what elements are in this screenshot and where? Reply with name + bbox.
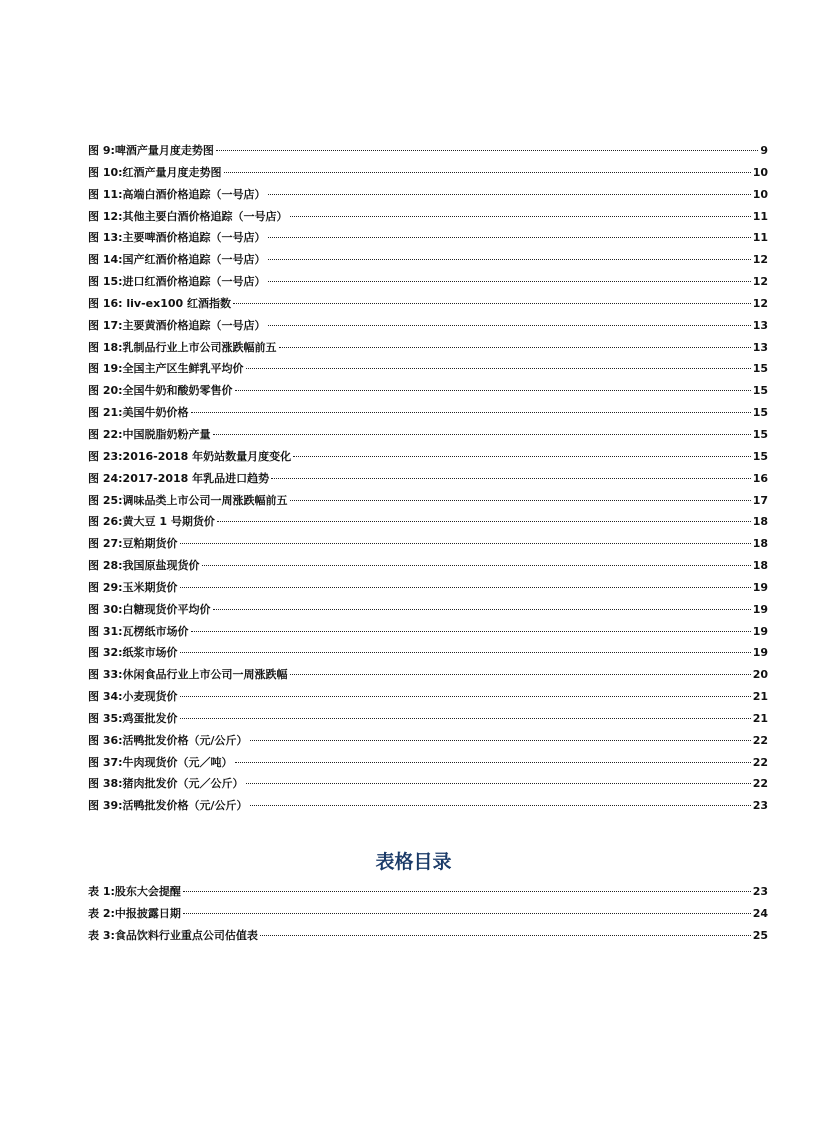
toc-entry-page: 18	[752, 537, 768, 551]
figure-toc-entry[interactable]	[88, 468, 768, 490]
dot-leader	[180, 652, 751, 653]
toc-entry-label: 图 21:美国牛奶价格	[88, 406, 189, 420]
dot-leader	[213, 434, 751, 435]
figure-toc-entry[interactable]	[88, 424, 768, 446]
toc-entry-label: 图 25:调味品类上市公司一周涨跌幅前五	[88, 493, 288, 507]
figure-toc-entry[interactable]	[88, 184, 768, 206]
toc-entry-page: 13	[752, 340, 768, 354]
tables-toc-list	[88, 881, 768, 947]
toc-entry-page: 12	[752, 253, 768, 267]
dot-leader	[180, 587, 751, 588]
toc-entry-page: 10	[752, 165, 768, 179]
toc-entry-label: 图 31:瓦楞纸市场价	[88, 624, 189, 638]
dot-leader	[279, 347, 751, 348]
toc-entry-page: 21	[752, 711, 768, 725]
toc-entry-label: 表 2:中报披露日期	[88, 906, 181, 920]
figure-toc-entry[interactable]	[88, 402, 768, 424]
toc-entry-page: 19	[752, 580, 768, 594]
toc-entry-page: 12	[752, 275, 768, 289]
toc-entry-label: 图 29:玉米期货价	[88, 580, 178, 594]
toc-entry-page: 25	[752, 928, 768, 942]
dot-leader	[217, 521, 751, 522]
toc-entry-label: 表 1:股东大会提醒	[88, 885, 181, 898]
toc-entry-label: 图 27:豆粕期货价	[88, 537, 178, 551]
toc-entry-label: 图 17:主要黄酒价格追踪（一号店）	[88, 318, 266, 332]
figure-toc-entry[interactable]	[88, 599, 768, 621]
figure-toc-entry[interactable]	[88, 206, 768, 228]
figure-toc-entry[interactable]	[88, 533, 768, 555]
dot-leader	[246, 368, 751, 369]
dot-leader	[268, 237, 751, 238]
toc-entry-label: 图 33:休闲食品行业上市公司一周涨跌幅	[88, 668, 288, 682]
toc-entry-label: 图 23:2016-2018 年奶站数量月度变化	[88, 449, 292, 463]
toc-entry-page: 11	[752, 209, 768, 223]
figure-toc-entry[interactable]	[88, 555, 768, 577]
dot-leader	[250, 805, 751, 806]
dot-leader	[271, 478, 751, 479]
toc-entry-label: 图 20:全国牛奶和酸奶零售价	[88, 384, 233, 398]
dot-leader	[268, 194, 751, 195]
figure-toc-entry[interactable]	[88, 664, 768, 686]
figure-toc-entry[interactable]	[88, 446, 768, 468]
dot-leader	[183, 913, 751, 914]
dot-leader	[202, 565, 751, 566]
toc-entry-page: 18	[752, 515, 768, 529]
dot-leader	[183, 891, 751, 892]
dot-leader	[290, 216, 751, 217]
dot-leader	[213, 609, 751, 610]
dot-leader	[191, 412, 751, 413]
toc-entry-page: 9	[760, 144, 768, 157]
toc-entry-page: 23	[752, 799, 768, 813]
toc-entry-label: 图 34:小麦现货价	[88, 690, 178, 704]
toc-entry-label: 图 39:活鸭批发价格（元/公斤）	[88, 799, 248, 813]
dot-leader	[260, 935, 751, 936]
figure-toc-entry[interactable]	[88, 380, 768, 402]
toc-entry-page: 24	[752, 906, 768, 920]
tables-toc-title: 表格目录	[375, 851, 452, 873]
figure-toc-entry[interactable]	[88, 249, 768, 271]
dot-leader	[268, 281, 751, 282]
figure-toc-entry[interactable]	[88, 708, 768, 730]
toc-entry-label: 图 36:活鸭批发价格（元/公斤）	[88, 733, 248, 747]
dot-leader	[191, 631, 751, 632]
toc-entry-page: 21	[752, 690, 768, 704]
figure-toc-entry[interactable]	[88, 621, 768, 643]
toc-entry-label: 图 32:纸浆市场价	[88, 646, 178, 660]
dot-leader	[224, 172, 751, 173]
toc-entry-label: 图 22:中国脱脂奶粉产量	[88, 427, 211, 441]
dot-leader	[290, 500, 751, 501]
toc-entry-page: 19	[752, 602, 768, 616]
toc-entry-page: 15	[752, 406, 768, 420]
toc-entry-page: 20	[752, 668, 768, 682]
toc-entry-label: 图 9:啤酒产量月度走势图	[88, 144, 214, 157]
toc-entry-page: 12	[752, 296, 768, 310]
figure-toc-entry[interactable]	[88, 752, 768, 774]
figures-toc-list	[88, 140, 768, 817]
figure-toc-entry[interactable]	[88, 358, 768, 380]
toc-entry-page: 13	[752, 318, 768, 332]
toc-entry-page: 16	[752, 471, 768, 485]
toc-entry-label: 图 24:2017-2018 年乳品进口趋势	[88, 471, 270, 485]
dot-leader	[180, 718, 751, 719]
toc-entry-label: 图 38:猪肉批发价（元／公斤）	[88, 777, 244, 791]
toc-entry-page: 18	[752, 559, 768, 573]
toc-entry-page: 17	[752, 493, 768, 507]
figure-toc-entry[interactable]	[88, 315, 768, 337]
toc-entry-label: 表 3:食品饮料行业重点公司估值表	[88, 928, 258, 942]
toc-entry-label: 图 15:进口红酒价格追踪（一号店）	[88, 275, 266, 289]
figure-toc-entry[interactable]	[88, 577, 768, 599]
toc-entry-label: 图 16: liv-ex100 红酒指数	[88, 296, 231, 310]
figure-toc-entry[interactable]	[88, 293, 768, 315]
figure-toc-entry[interactable]	[88, 227, 768, 249]
toc-entry-page: 19	[752, 624, 768, 638]
toc-entry-page: 15	[752, 449, 768, 463]
toc-entry-page: 11	[752, 231, 768, 245]
toc-entry-label: 图 13:主要啤酒价格追踪（一号店）	[88, 231, 266, 245]
toc-entry-label: 图 19:全国主产区生鲜乳平均价	[88, 362, 244, 376]
toc-entry-label: 图 18:乳制品行业上市公司涨跌幅前五	[88, 340, 277, 354]
figure-toc-entry[interactable]	[88, 337, 768, 359]
toc-entry-page: 15	[752, 384, 768, 398]
toc-entry-page: 23	[752, 885, 768, 898]
dot-leader	[268, 325, 751, 326]
figure-toc-entry[interactable]	[88, 642, 768, 664]
figure-toc-entry[interactable]	[88, 162, 768, 184]
table-toc-entry[interactable]	[88, 903, 768, 925]
dot-leader	[293, 456, 751, 457]
toc-entry-label: 图 28:我国原盐现货价	[88, 559, 200, 573]
table-toc-entry[interactable]	[88, 925, 768, 947]
toc-entry-page: 22	[752, 755, 768, 769]
toc-entry-page: 22	[752, 733, 768, 747]
toc-entry-label: 图 11:高端白酒价格追踪（一号店）	[88, 187, 266, 201]
toc-entry-page: 19	[752, 646, 768, 660]
figure-toc-entry[interactable]	[88, 795, 768, 817]
dot-leader	[216, 150, 758, 151]
figure-toc-entry[interactable]	[88, 730, 768, 752]
toc-entry-label: 图 35:鸡蛋批发价	[88, 711, 178, 725]
table-toc-entry[interactable]	[88, 881, 768, 903]
toc-entry-label: 图 26:黄大豆 1 号期货价	[88, 515, 215, 529]
figure-toc-entry[interactable]	[88, 511, 768, 533]
figure-toc-entry[interactable]	[88, 271, 768, 293]
toc-entry-page: 15	[752, 427, 768, 441]
toc-entry-label: 图 14:国产红酒价格追踪（一号店）	[88, 253, 266, 267]
figure-toc-entry[interactable]	[88, 490, 768, 512]
toc-entry-page: 10	[752, 187, 768, 201]
dot-leader	[235, 390, 751, 391]
toc-entry-page: 15	[752, 362, 768, 376]
figure-toc-entry[interactable]	[88, 140, 768, 162]
toc-entry-label: 图 10:红酒产量月度走势图	[88, 165, 222, 179]
toc-entry-label: 图 37:牛肉现货价（元／吨）	[88, 755, 233, 769]
dot-leader	[268, 259, 751, 260]
toc-entry-page: 22	[752, 777, 768, 791]
toc-entry-label: 图 12:其他主要白酒价格追踪（一号店）	[88, 209, 288, 223]
dot-leader	[233, 303, 751, 304]
dot-leader	[290, 674, 751, 675]
figure-toc-entry[interactable]	[88, 686, 768, 708]
dot-leader	[235, 762, 751, 763]
dot-leader	[246, 783, 751, 784]
dot-leader	[180, 696, 751, 697]
toc-entry-label: 图 30:白糖现货价平均价	[88, 602, 211, 616]
dot-leader	[180, 543, 751, 544]
dot-leader	[250, 740, 751, 741]
figure-toc-entry[interactable]	[88, 773, 768, 795]
